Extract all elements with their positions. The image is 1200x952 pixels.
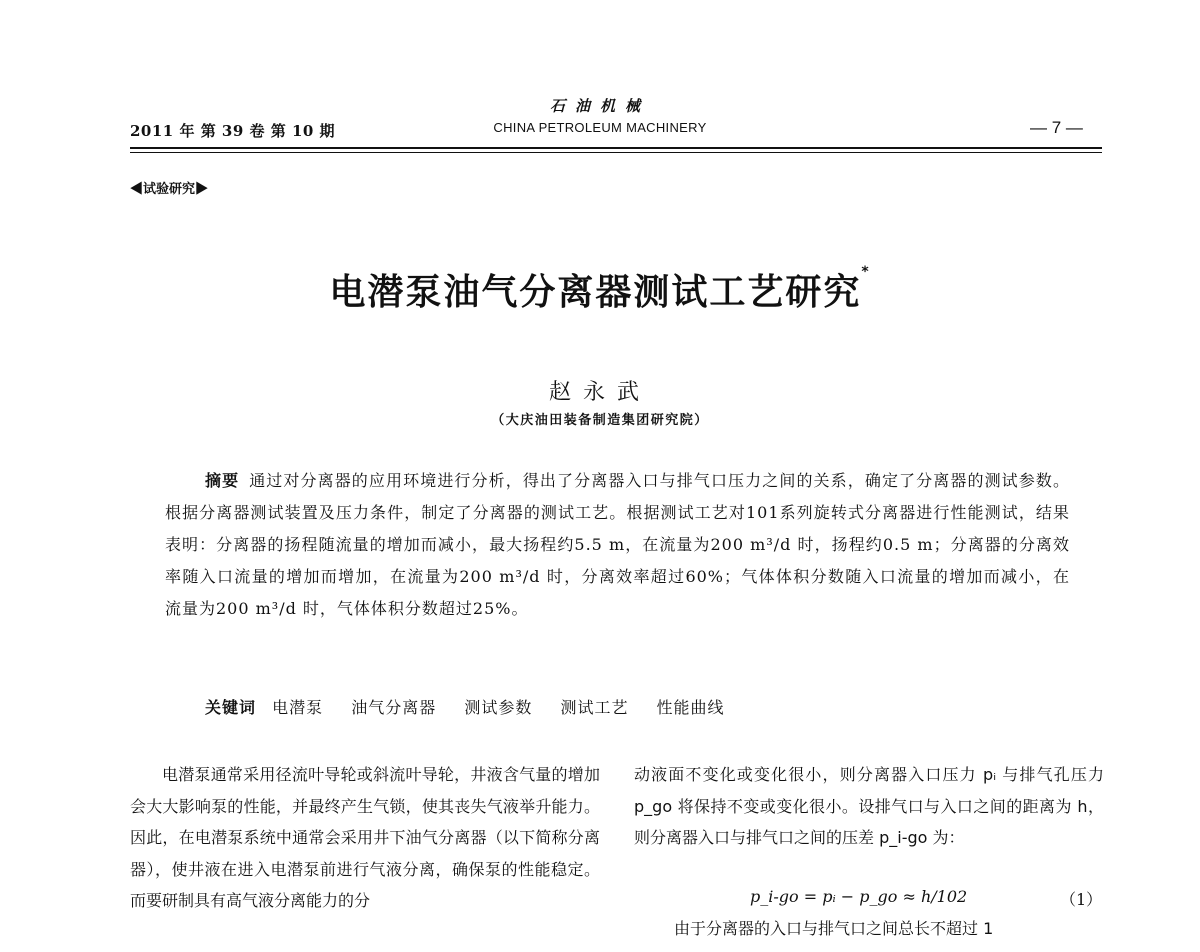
abstract-label: 摘要 [205, 471, 240, 490]
author: 赵永武 [548, 380, 651, 405]
abstract-text: 通过对分离器的应用环境进行分析，得出了分离器入口与排气口压力之间的关系，确定了分离器的测试参数。根据分离器测试装置及压力条件，制定了分离器的测试工艺。根据测试工艺对101系列旋转式分离器进行性能测试，结果表明：分离器的扬程随流量的增加而减小，最大扬程约5.5 m，在流量为200 m³/d 时，扬程约0.5 m；分离器的分离效率随入口流量的增加而增加，在流量为200 m³/d 时，分离效率超过60%；气体体积分数随入口流量的增加而减小，在流量为200 m³/d 时，气体体积分数超过25%。 [165, 471, 1070, 618]
title-footnote-mark: * [861, 264, 871, 280]
affiliation: （大庆油田装备制造集团研究院） [491, 413, 709, 428]
issue-info: 2011 年 第 39 卷 第 10 期 [130, 122, 336, 140]
body-right-continuation: 由于分离器的入口与排气口之间总长不超过 1 [674, 919, 994, 938]
abstract [165, 465, 1070, 625]
body-right-column: 动液面不变化或变化很小，则分离器入口压力 pᵢ 与排气孔压力 p_go 将保持不变或变化很小。设排气口与入口之间的距离为 h，则分离器入口与排气口之间的压差 p_i-go 为： [634, 765, 1104, 847]
paper-title [0, 264, 1200, 315]
keyword: 油气分离器 [351, 698, 437, 717]
keyword: 测试工艺 [560, 698, 629, 717]
header-rule-thick [130, 147, 1102, 149]
equation-number: （1） [1060, 890, 1103, 909]
body-left-column: 电潜泵通常采用径流叶导轮或斜流叶导轮，井液含气量的增加会大大影响泵的性能，并最终产生气锁，使其丧失气液举升能力。因此，在电潜泵系统中通常会采用井下油气分离器（以下简称分离器），使井液在进入电潜泵前进行气液分离，确保泵的性能稳定。而要研制具有高气液分离能力的分 [130, 765, 600, 910]
keyword: 电潜泵 [272, 698, 324, 717]
page-number: — 7 — [1030, 118, 1083, 137]
header-rule-thin [130, 152, 1102, 153]
paper-title-text: 电潜泵油气分离器测试工艺研究 [329, 272, 862, 313]
section-label: ◀试验研究▶ [130, 181, 209, 196]
equation-1: p_i-go = pᵢ − p_go ≈ h/102 [750, 887, 968, 906]
journal-title-cn: 石油机械 [549, 97, 650, 115]
journal-title-en: CHINA PETROLEUM MACHINERY [493, 120, 707, 135]
keywords-label: 关键词 [205, 698, 257, 717]
keywords [205, 695, 747, 718]
keyword: 性能曲线 [656, 698, 725, 717]
keyword: 测试参数 [464, 698, 533, 717]
